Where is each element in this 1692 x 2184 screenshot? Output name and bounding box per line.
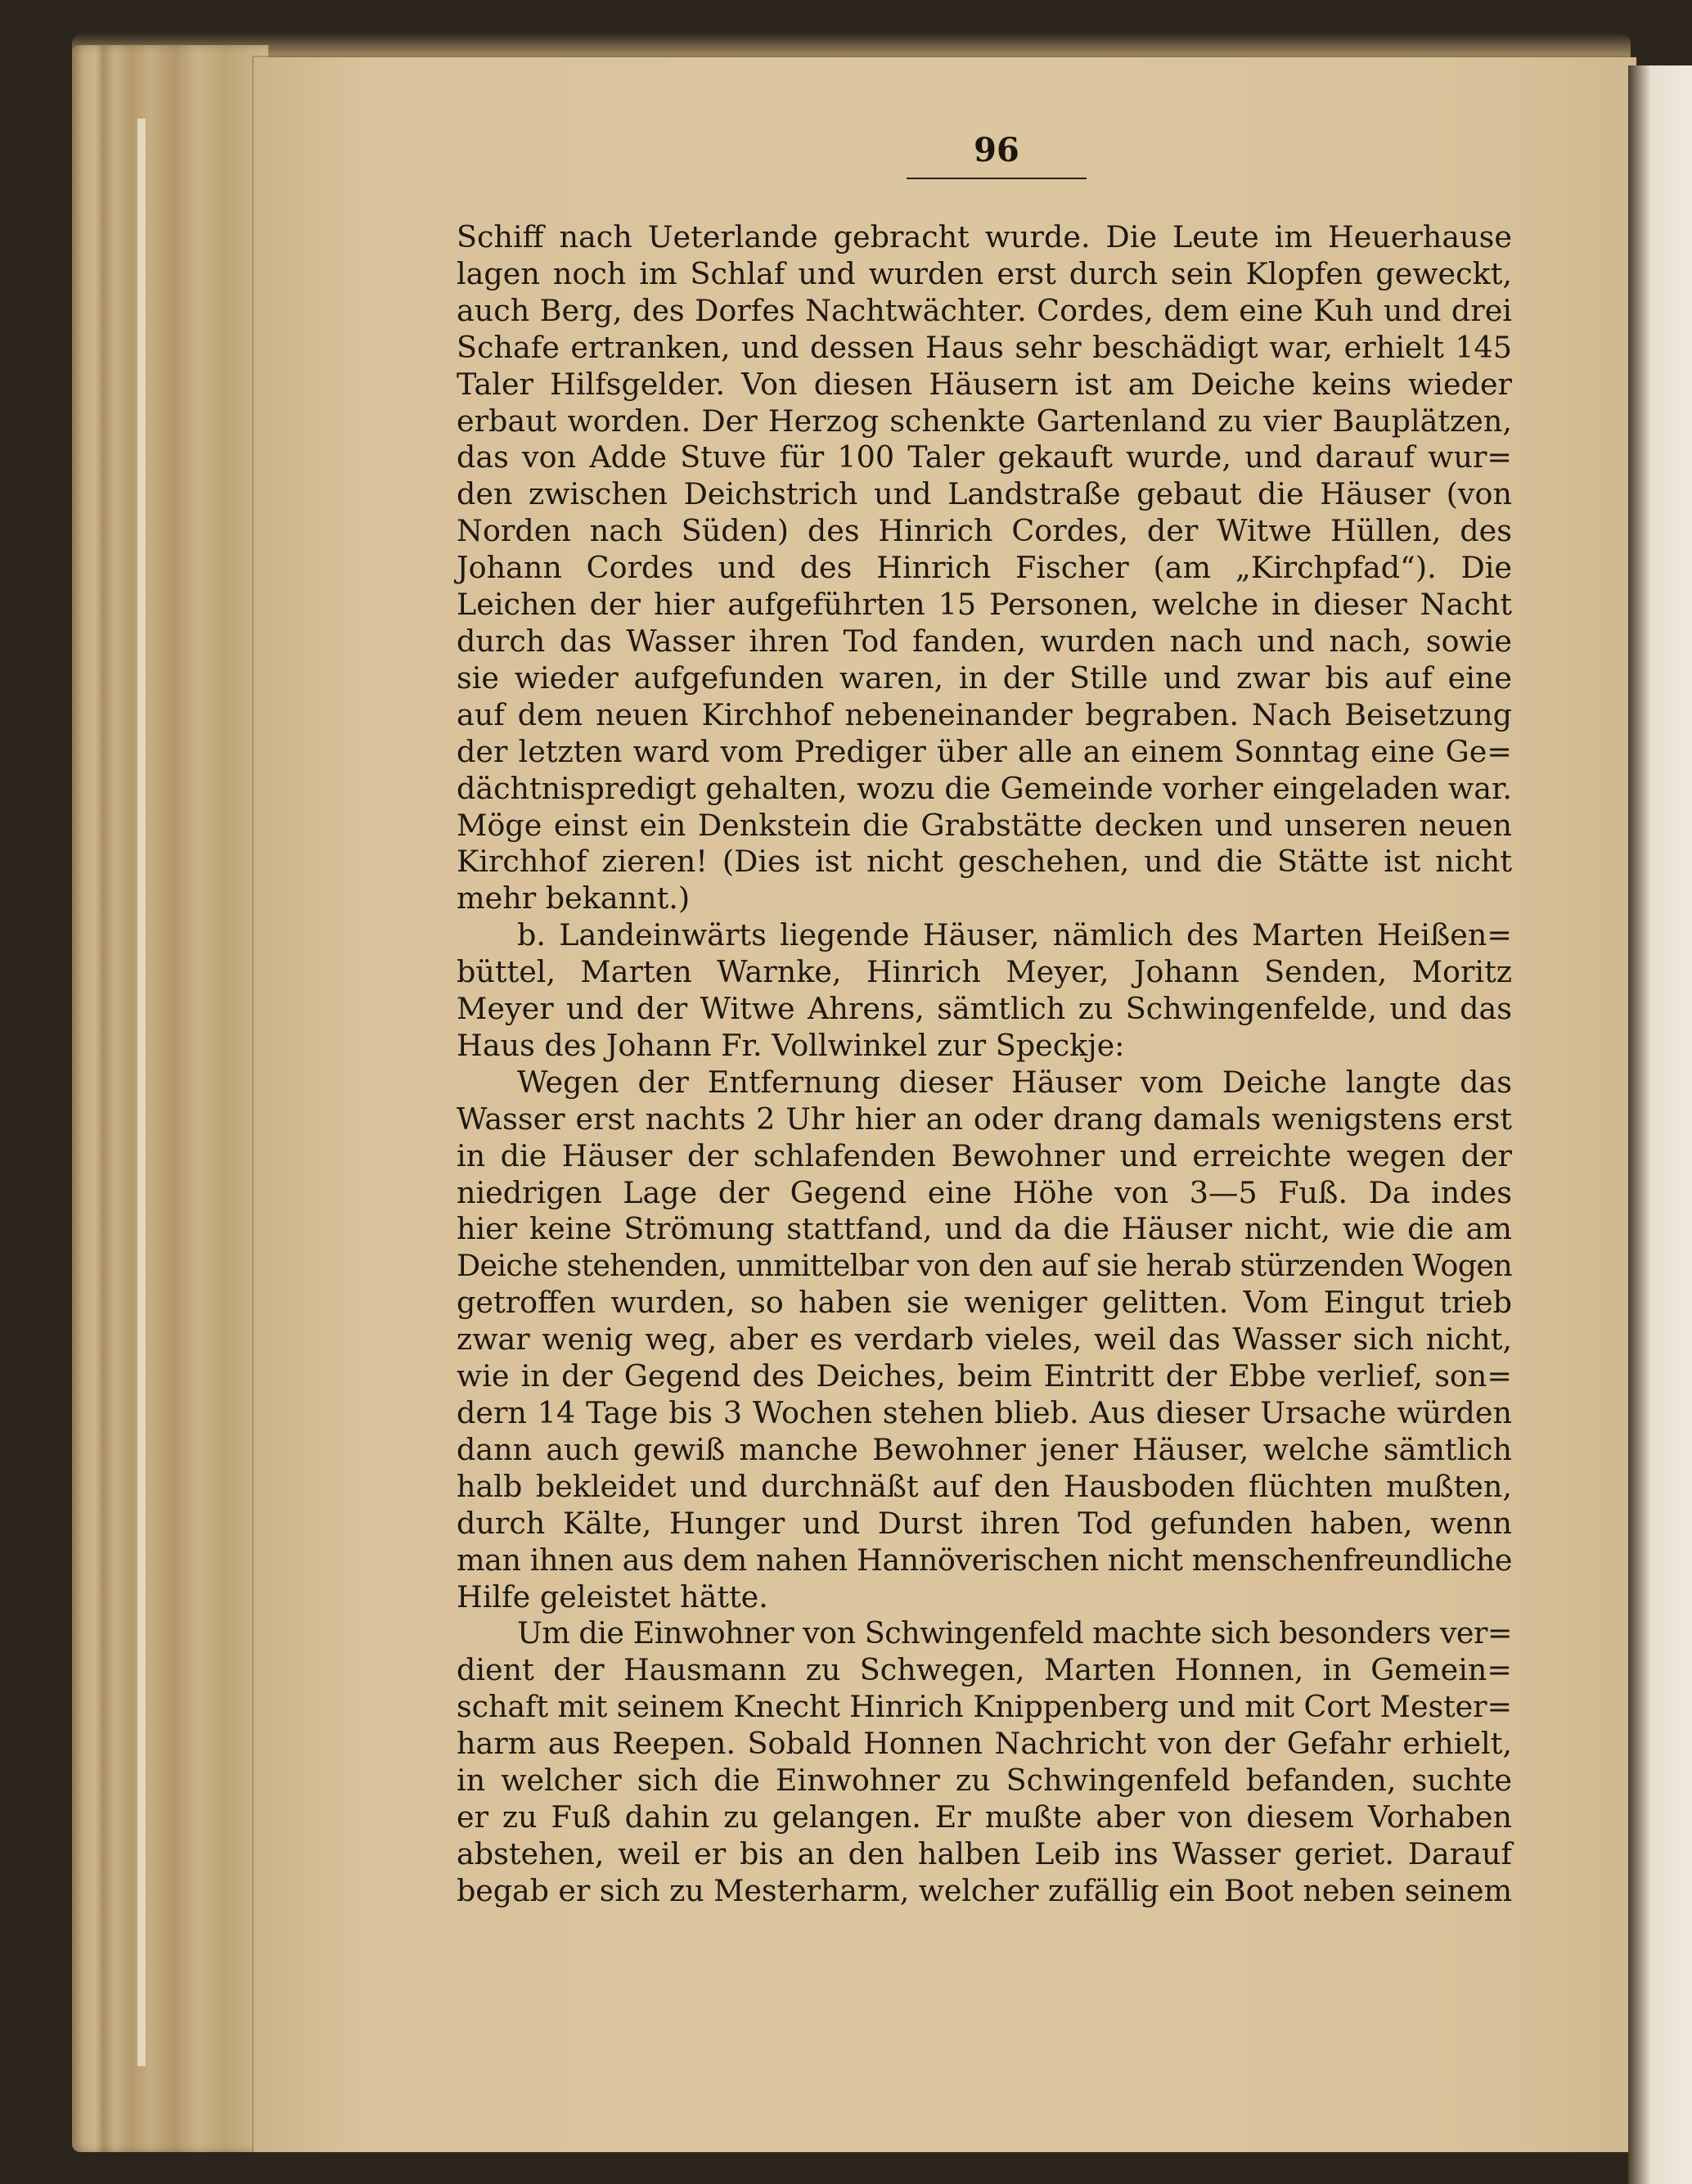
text-line: Meyer und der Witwe Ahrens, sämtlich zu Schwingenfelde, und das [457,991,1512,1027]
text-line: Norden nach Süden) des Hinrich Cordes, der Witwe Hüllen, des [457,513,1512,549]
text-line: dient der Hausmann zu Schwegen, Marten Honnen, in Gemein= [457,1652,1512,1688]
text-line: er zu Fuß dahin zu gelangen. Er mußte aber von diesem Vorhaben [457,1799,1512,1835]
text-line: halb bekleidet und durchnäßt auf den Hausboden flüchten mußten, [457,1468,1512,1504]
text-line: auch Berg, des Dorfes Nachtwächter. Cordes, dem eine Kuh und drei [457,292,1512,328]
facing-page-edge [1628,65,1692,2184]
text-line: Schiff nach Ueterlande gebracht wurde. Die Leute im Heuerhause [457,219,1512,254]
text-line: wie in der Gegend des Deiches, beim Eintritt der Ebbe verlief, son= [457,1358,1512,1394]
text-line: auf dem neuen Kirchhof nebeneinander begraben. Nach Beisetzung [457,696,1512,732]
text-line: niedrigen Lage der Gegend eine Höhe von 3—5 Fuß. Da indes [457,1174,1512,1210]
text-line: b. Landeinwärts liegende Häuser, nämlich des Marten Heißen= [517,917,1512,953]
page-number-rule [907,178,1087,179]
text-line: lagen noch im Schlaf und wurden erst durch sein Klopfen geweckt, [457,255,1512,291]
text-line: begab er sich zu Mesterharm, welcher zufällig ein Boot neben seinem [457,1872,1512,1908]
text-line: büttel, Marten Warnke, Hinrich Meyer, Johann Senden, Moritz [457,954,1512,990]
text-line: Wasser erst nachts 2 Uhr hier an oder drang damals wenigstens erst [457,1101,1512,1137]
text-line: mehr bekannt.) [457,880,691,916]
text-line: durch das Wasser ihren Tod fanden, wurden nach und nach, sowie [457,623,1512,659]
text-line: Kirchhof zieren! (Dies ist nicht geschehen, und die Stätte ist nicht [457,844,1512,880]
text-line: man ihnen aus dem nahen Hannöverischen nicht menschenfreundliche [457,1542,1512,1578]
text-line: harm aus Reepen. Sobald Honnen Nachricht von der Gefahr erhielt, [457,1726,1512,1762]
text-line: Hilfe geleistet hätte. [457,1578,768,1614]
text-line: der letzten ward vom Prediger über alle an einem Sonntag eine Ge= [457,733,1512,769]
text-line: das von Adde Stuve für 100 Taler gekauft wurde, und darauf wur= [457,439,1512,475]
text-line: zwar wenig weg, aber es verdarb vieles, weil das Wasser sich nicht, [457,1322,1512,1358]
text-line: Leichen der hier aufgeführten 15 Personen, welche in dieser Nacht [457,587,1512,623]
page-number: 96 [974,131,1019,169]
text-line: Schafe ertranken, und dessen Haus sehr beschädigt war, erhielt 145 [457,329,1512,365]
page-stack-edge [72,45,268,2152]
text-line: Um die Einwohner von Schwingenfeld machte sich besonders ver= [517,1615,1512,1651]
text-line: dern 14 Tage bis 3 Wochen stehen blieb. Aus dieser Ursache würden [457,1395,1512,1430]
body-text [457,219,1512,1910]
text-line: in die Häuser der schlafenden Bewohner und erreichte wegen der [457,1137,1512,1173]
text-line: Haus des Johann Fr. Vollwinkel zur Speckje: [457,1027,1125,1063]
text-line: sie wieder aufgefunden waren, in der Stille und zwar bis auf eine [457,660,1512,696]
text-line: getroffen wurden, so haben sie weniger gelitten. Vom Eingut trieb [457,1285,1512,1321]
text-line: Deiche stehenden, unmittelbar von den auf sie herab stürzenden Wogen [457,1248,1512,1284]
text-line: in welcher sich die Einwohner zu Schwingenfeld befanden, suchte [457,1763,1512,1799]
text-line: hier keine Strömung stattfand, und da die Häuser nicht, wie die am [457,1211,1512,1247]
text-line: durch Kälte, Hunger und Durst ihren Tod gefunden haben, wenn [457,1505,1512,1541]
text-line: Taler Hilfsgelder. Von diesen Häusern ist am Deiche keins wieder [457,366,1512,402]
text-line: schaft mit seinem Knecht Hinrich Knippenberg und mit Cort Mester= [457,1689,1512,1725]
text-line: den zwischen Deichstrich und Landstraße gebaut die Häuser (von [457,476,1512,512]
text-line: erbaut worden. Der Herzog schenkte Gartenland zu vier Bauplätzen, [457,403,1512,439]
text-line: Wegen der Entfernung dieser Häuser vom Deiche langte das [517,1064,1512,1100]
text-line: Möge einst ein Denkstein die Grabstätte decken und unseren neuen [457,807,1512,843]
text-line: Johann Cordes und des Hinrich Fischer (am „Kirchpfad“). Die [457,550,1512,586]
text-line: dächtnispredigt gehalten, wozu die Gemeinde vorher eingeladen war. [457,770,1512,806]
text-line: dann auch gewiß manche Bewohner jener Häuser, welche sämtlich [457,1431,1512,1467]
text-line: abstehen, weil er bis an den halben Leib ins Wasser geriet. Darauf [457,1835,1512,1871]
